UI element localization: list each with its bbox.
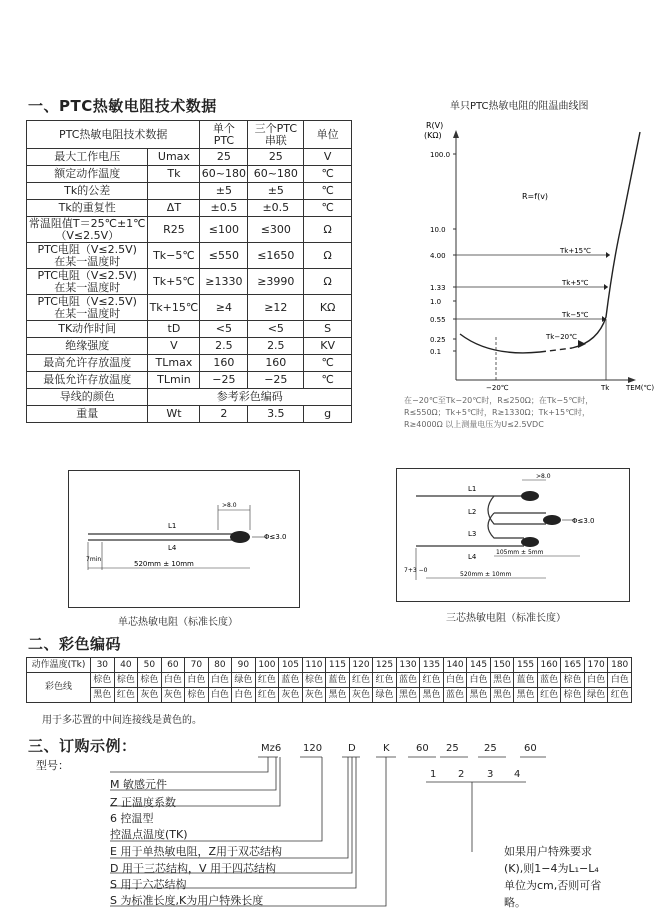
spec-cell: ≥1330	[200, 269, 248, 295]
wire-color-cell: 蓝色	[443, 688, 467, 703]
wire-color-cell: 白色	[208, 688, 232, 703]
wire-color-cell: 棕色	[185, 688, 209, 703]
wire-color-cell: 白色	[208, 673, 232, 688]
wire-color-cell: 红色	[420, 673, 444, 688]
order-desc-line: M 敏感元件	[110, 778, 167, 791]
ytick-label: 1.0	[430, 298, 442, 306]
x-axis-label: TEM(℃)	[626, 384, 655, 392]
wire-color-cell: 灰色	[349, 688, 373, 703]
color-row-label: 彩色线	[27, 673, 91, 703]
dim-phi: Φ≤3.0	[572, 517, 595, 525]
order-side-note	[504, 843, 601, 911]
spec-cell: Ω	[304, 217, 352, 243]
spec-cell: KΩ	[304, 295, 352, 321]
temp-cell: 100	[255, 658, 279, 673]
wire-color-cell: 红色	[537, 688, 561, 703]
spec-cell: S	[304, 321, 352, 338]
spec-cell: Ω	[304, 269, 352, 295]
code-120: 120	[303, 743, 323, 754]
label-l4: L4	[468, 553, 477, 561]
temp-cell: 170	[584, 658, 608, 673]
section1-title: 一、PTC热敏电阻技术数据	[28, 97, 217, 115]
wire-color-cell: 蓝色	[326, 673, 350, 688]
temp-cell: 105	[279, 658, 303, 673]
spec-cell: ΔT	[148, 200, 200, 217]
wire-color-cell: 红色	[608, 688, 632, 703]
temp-cell: 80	[208, 658, 232, 673]
temp-cell: 60	[161, 658, 185, 673]
spec-cell: 最高允许存放温度	[27, 355, 148, 372]
wire-color-cell: 绿色	[373, 688, 397, 703]
spec-cell: 导线的颜色	[27, 389, 148, 406]
temp-cell: 115	[326, 658, 350, 673]
wire-color-cell: 白色	[443, 673, 467, 688]
temp-cell: 110	[302, 658, 326, 673]
curve-note-line: R≥4000Ω 以上测量电压为U≤2.5VDC	[404, 420, 544, 429]
spec-cell: 最低允许存放温度	[27, 372, 148, 389]
spec-cell: ℃	[304, 372, 352, 389]
spec-cell: V	[304, 149, 352, 166]
spec-header-cell: 单位	[304, 121, 352, 149]
annotation-tk5: Tk+5℃	[562, 279, 589, 287]
spec-cell: Tk的公差	[27, 183, 148, 200]
color-row-label: 动作温度(Tk)	[27, 658, 91, 673]
order-desc-line: E 用于单热敏电阻，Z用于双芯结构	[110, 845, 282, 858]
spec-cell: V	[148, 338, 200, 355]
wire-color-cell: 灰色	[161, 688, 185, 703]
wire-color-cell: 棕色	[302, 673, 326, 688]
wire-color-cell: 黑色	[490, 688, 514, 703]
wire-color-cell: 红色	[349, 673, 373, 688]
single-caption: 单芯热敏电阻（标准长度）	[118, 617, 238, 628]
spec-cell: 2	[200, 406, 248, 423]
spec-cell: ℃	[304, 200, 352, 217]
sub-number-2: 2	[458, 769, 465, 780]
annotation-tk-5: Tk−5℃	[562, 311, 589, 319]
spec-cell: 最大工作电压	[27, 149, 148, 166]
spec-cell: ±5	[200, 183, 248, 200]
label-l2: L2	[468, 508, 477, 516]
spec-cell: Tk+15℃	[148, 295, 200, 321]
wire-color-cell: 黑色	[467, 688, 491, 703]
wire-color-cell: 蓝色	[279, 673, 303, 688]
spec-cell: ℃	[304, 166, 352, 183]
sub-number-3: 3	[487, 769, 494, 780]
wire-color-cell: 黑色	[91, 688, 115, 703]
spec-cell: −25	[200, 372, 248, 389]
side-note-line: 略。	[504, 896, 526, 909]
code-25a: 25	[446, 743, 459, 754]
spec-cell: 160	[200, 355, 248, 372]
order-desc-line: 6 控温型	[110, 812, 154, 825]
wire-color-cell: 黑色	[420, 688, 444, 703]
temp-cell: 70	[185, 658, 209, 673]
temp-cell: 180	[608, 658, 632, 673]
spec-cell: ≥12	[248, 295, 304, 321]
color-note: 用于多芯置的中间连接线是黄色的。	[42, 715, 202, 726]
dim-phi: Φ≤3.0	[264, 533, 287, 541]
spec-cell: 2.5	[248, 338, 304, 355]
spec-header-cell: 单个 PTC	[200, 121, 248, 149]
spec-cell: Tk的重复性	[27, 200, 148, 217]
spec-cell: 额定动作温度	[27, 166, 148, 183]
spec-cell: 60~180	[200, 166, 248, 183]
spec-cell: ≤1650	[248, 243, 304, 269]
dim-gt8: >8.0	[536, 473, 551, 480]
wire-color-cell: 棕色	[91, 673, 115, 688]
spec-cell: tD	[148, 321, 200, 338]
temp-cell: 165	[561, 658, 585, 673]
ytick-label: 0.25	[430, 336, 446, 344]
temp-cell: 40	[114, 658, 138, 673]
spec-cell: ±0.5	[248, 200, 304, 217]
spec-header-cell: PTC热敏电阻技术数据	[27, 121, 200, 149]
code-d: D	[348, 743, 356, 754]
wire-color-cell: 红色	[255, 688, 279, 703]
dim-gt8: >8.0	[222, 502, 237, 509]
spec-cell: TK动作时间	[27, 321, 148, 338]
wire-color-cell: 黑色	[326, 688, 350, 703]
wire-color-cell: 红色	[255, 673, 279, 688]
spec-cell: ≤550	[200, 243, 248, 269]
wire-color-cell: 蓝色	[396, 673, 420, 688]
spec-cell: ≥4	[200, 295, 248, 321]
wire-color-cell: 绿色	[584, 688, 608, 703]
code-25b: 25	[484, 743, 497, 754]
wire-color-cell: 白色	[161, 673, 185, 688]
code-k: K	[383, 743, 390, 754]
spec-cell: Tk−5℃	[148, 243, 200, 269]
wire-color-cell: 灰色	[279, 688, 303, 703]
section3-title: 三、订购示例：	[28, 737, 137, 755]
wire-color-cell: 白色	[584, 673, 608, 688]
curve-note-line: R≤550Ω；Tk+5℃时，R≥1330Ω；Tk+15℃时，	[404, 408, 591, 417]
temp-cell: 135	[420, 658, 444, 673]
wire-color-cell: 棕色	[114, 673, 138, 688]
wire-color-cell: 白色	[185, 673, 209, 688]
order-desc-line: 控温点温度(TK)	[110, 828, 188, 841]
spec-cell: 常温阻值T＝25℃±1℃ （V≤2.5V）	[27, 217, 148, 243]
wire-color-cell: 黑色	[396, 688, 420, 703]
order-desc-line: S 为标准长度,K为用户特殊长度	[110, 894, 264, 907]
spec-cell: Tk	[148, 166, 200, 183]
label-l3: L3	[468, 530, 477, 538]
dim-7min: 7min	[86, 556, 102, 563]
spec-cell: ±5	[248, 183, 304, 200]
wire-color-cell: 棕色	[138, 673, 162, 688]
spec-cell: g	[304, 406, 352, 423]
spec-cell: KV	[304, 338, 352, 355]
y-axis-label-1: R(V)	[426, 121, 444, 130]
ytick-label: 0.55	[430, 316, 446, 324]
spec-cell: −25	[248, 372, 304, 389]
temp-cell: 30	[91, 658, 115, 673]
wire-color-cell: 蓝色	[514, 673, 538, 688]
spec-cell: ≤300	[248, 217, 304, 243]
temp-cell: 120	[349, 658, 373, 673]
xtick-tk: Tk	[601, 384, 610, 392]
ytick-label: 0.1	[430, 348, 442, 356]
model-label: 型号：	[36, 759, 69, 772]
order-desc-line: D 用于三芯结构，V 用于四芯结构	[110, 862, 276, 875]
spec-cell: ℃	[304, 355, 352, 372]
sub-number-4: 4	[514, 769, 521, 780]
wire-color-cell: 黑色	[514, 688, 538, 703]
wire-color-cell: 白色	[467, 673, 491, 688]
spec-cell: ℃	[304, 183, 352, 200]
spec-cell: 25	[200, 149, 248, 166]
temp-cell: 50	[138, 658, 162, 673]
spec-cell: 25	[248, 149, 304, 166]
spec-cell: Wt	[148, 406, 200, 423]
wire-color-cell: 灰色	[138, 688, 162, 703]
side-note-line: 单位为cm,否则可省	[504, 879, 602, 892]
spec-cell: <5	[248, 321, 304, 338]
order-desc-line: S 用于六芯结构	[110, 878, 187, 891]
section2-title: 二、彩色编码	[28, 635, 122, 653]
spec-cell: ≥3990	[248, 269, 304, 295]
ytick-label: 1.33	[430, 284, 446, 292]
curve-note-line: 在−20℃至Tk−20℃时，R≤250Ω；在Tk−5℃时，	[404, 396, 594, 405]
temp-cell: 130	[396, 658, 420, 673]
spec-cell: Tk+5℃	[148, 269, 200, 295]
spec-cell: PTC电阻（V≤2.5V) 在某一温度时	[27, 295, 148, 321]
xtick-minus20: −20℃	[486, 384, 509, 392]
dim-7: 7+3 −0	[404, 567, 428, 574]
dim-105: 105mm ± 5mm	[496, 549, 544, 556]
temp-cell: 145	[467, 658, 491, 673]
wire-color-cell: 白色	[608, 673, 632, 688]
ytick-label: 10.0	[430, 226, 446, 234]
spec-cell: 60~180	[248, 166, 304, 183]
dim-520: 520mm ± 10mm	[460, 571, 512, 578]
spec-cell: <5	[200, 321, 248, 338]
spec-cell: Umax	[148, 149, 200, 166]
temp-cell: 150	[490, 658, 514, 673]
side-note-line: 如果用户特殊要求	[504, 845, 592, 858]
spec-cell: 参考彩色编码	[148, 389, 352, 406]
curve-title: 单只PTC热敏电阻的阻温曲线图	[450, 101, 589, 112]
spec-cell: ≤100	[200, 217, 248, 243]
ytick-label: 4.00	[430, 252, 446, 260]
order-desc-line: Z 正温度系数	[110, 796, 177, 809]
spec-cell: ±0.5	[200, 200, 248, 217]
spec-header-cell: 三个PTC 串联	[248, 121, 304, 149]
code-60b: 60	[524, 743, 537, 754]
spec-cell: 3.5	[248, 406, 304, 423]
side-note-line: (K),则1−4为L₁−L₄	[504, 862, 599, 875]
label-l1: L1	[168, 522, 177, 530]
spec-cell: TLmax	[148, 355, 200, 372]
wire-color-cell: 白色	[232, 688, 256, 703]
spec-cell: R25	[148, 217, 200, 243]
temp-cell: 90	[232, 658, 256, 673]
temp-cell: 160	[537, 658, 561, 673]
wire-color-cell: 棕色	[561, 688, 585, 703]
wire-color-cell: 棕色	[561, 673, 585, 688]
spec-cell: Ω	[304, 243, 352, 269]
annotation-tk15: Tk+15℃	[560, 247, 591, 255]
temp-cell: 140	[443, 658, 467, 673]
wire-color-cell: 灰色	[302, 688, 326, 703]
y-axis-label-2: (KΩ)	[424, 131, 442, 140]
label-l1: L1	[468, 485, 477, 493]
annotation-tk-20: Tk−20℃	[546, 333, 577, 341]
wire-color-cell: 蓝色	[537, 673, 561, 688]
ytick-label: 100.0	[430, 151, 451, 159]
spec-cell: 2.5	[200, 338, 248, 355]
temp-cell: 125	[373, 658, 397, 673]
code-mz6: Mz6	[261, 743, 282, 754]
wire-color-cell: 红色	[114, 688, 138, 703]
spec-cell: PTC电阻（V≤2.5V) 在某一温度时	[27, 243, 148, 269]
spec-cell: PTC电阻（V≤2.5V) 在某一温度时	[27, 269, 148, 295]
formula-label: R=f(v)	[522, 192, 549, 201]
spec-cell: 重量	[27, 406, 148, 423]
wire-color-cell: 绿色	[232, 673, 256, 688]
sub-number-1: 1	[430, 769, 437, 780]
code-60: 60	[416, 743, 429, 754]
label-l4: L4	[168, 544, 177, 552]
spec-cell: 160	[248, 355, 304, 372]
triple-caption: 三芯热敏电阻（标准长度）	[446, 613, 566, 624]
dim-520: 520mm ± 10mm	[134, 560, 194, 568]
wire-color-cell: 黑色	[490, 673, 514, 688]
wire-color-cell: 红色	[373, 673, 397, 688]
spec-cell: 绝缘强度	[27, 338, 148, 355]
spec-cell: TLmin	[148, 372, 200, 389]
temp-cell: 155	[514, 658, 538, 673]
